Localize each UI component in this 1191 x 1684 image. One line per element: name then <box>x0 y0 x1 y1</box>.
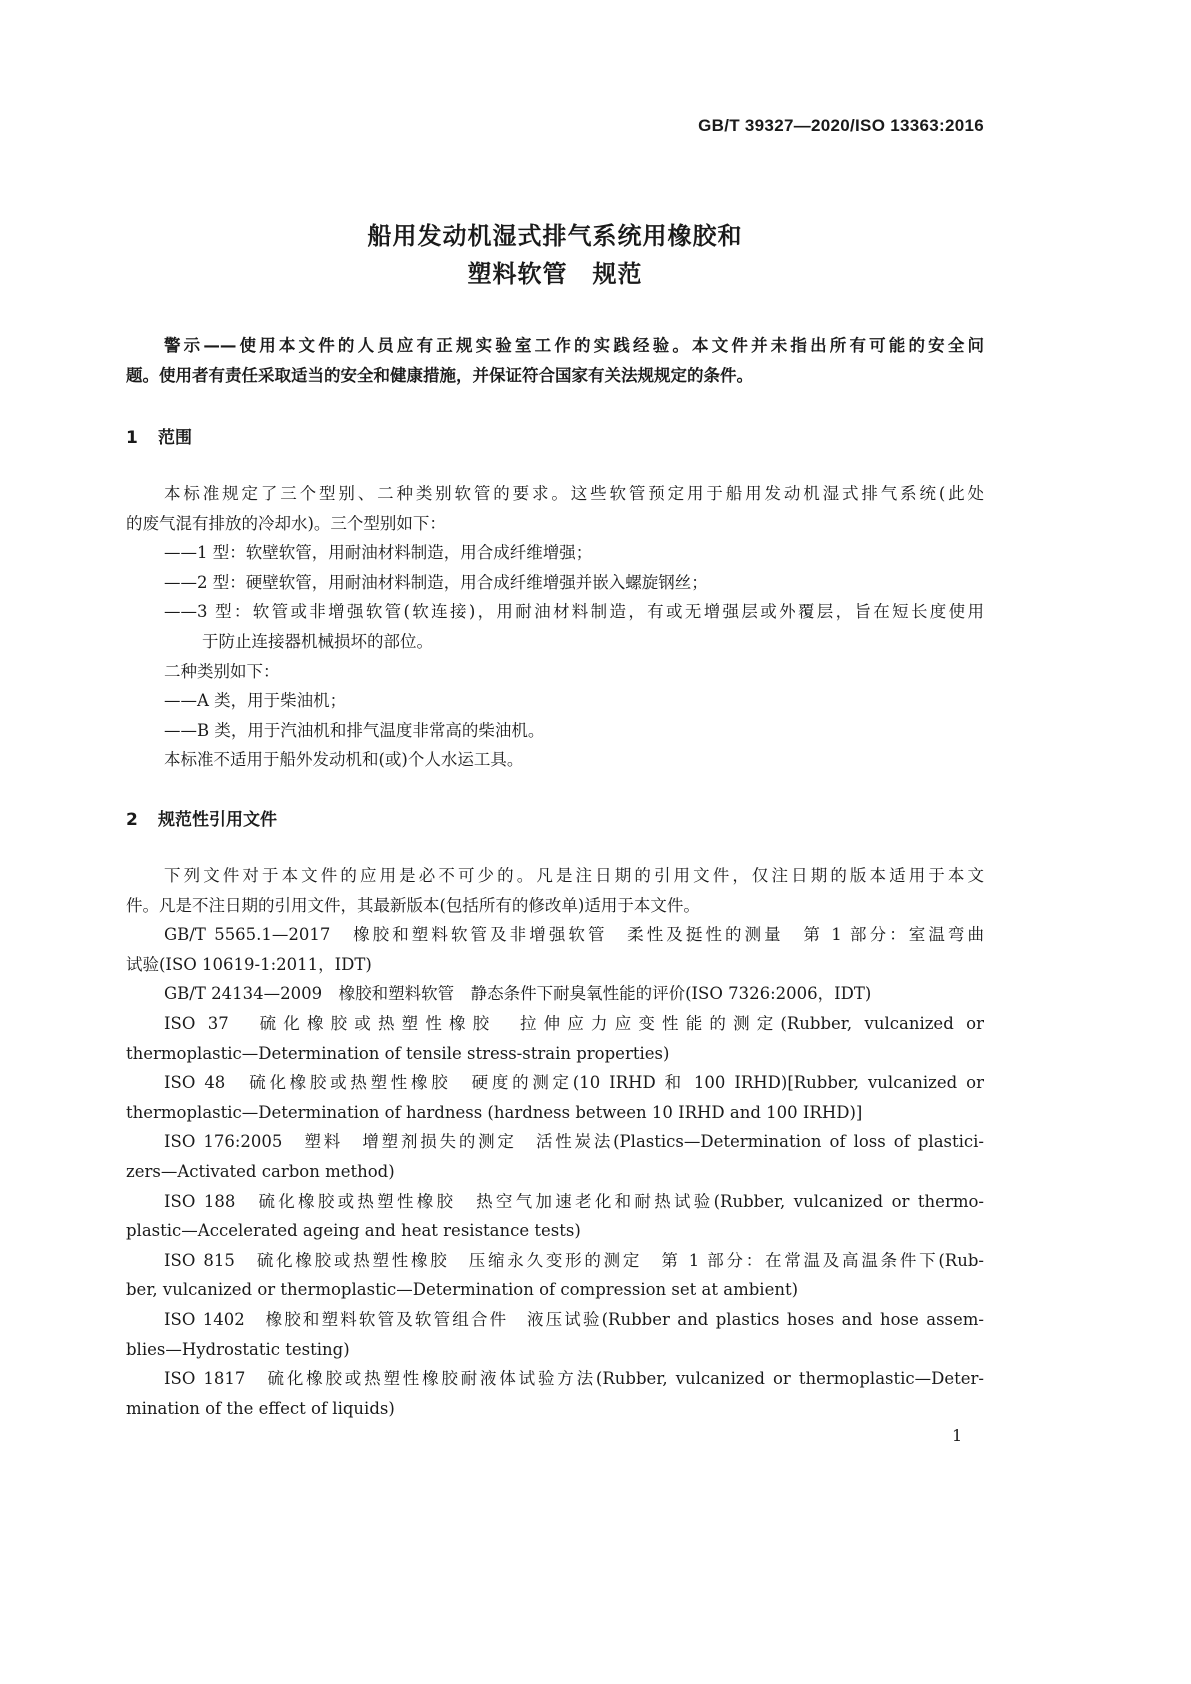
text-line: ber, vulcanized or thermoplastic—Determination of compression set at ambient) <box>126 1280 799 1300</box>
page-number: 1 <box>952 1426 963 1445</box>
text-line: GB/T 24134—2009 橡胶和塑料软管 静态条件下耐臭氧性能的评价(ISO 7326:2006，IDT) <box>164 984 872 1004</box>
text-line: mination of the effect of liquids) <box>126 1398 395 1418</box>
text-line: 的废气混有排放的冷却水)。三个型别如下： <box>126 513 446 533</box>
references-section-body <box>126 861 984 1423</box>
document-title-line-1: 船用发动机湿式排气系统用橡胶和 <box>367 222 743 250</box>
text-line: 二种类别如下： <box>164 661 280 681</box>
document-title-line-2: 塑料软管 规范 <box>467 260 643 288</box>
section-2-heading <box>126 805 277 830</box>
text-line: ISO 188 硫化橡胶或热塑性橡胶 热空气加速老化和耐热试验(Rubber, vulcanized or thermo- <box>164 1191 984 1211</box>
section-title: 规范性引用文件 <box>158 810 277 830</box>
text-line: ISO 37 硫化橡胶或热塑性橡胶 拉伸应力应变性能的测定(Rubber, vulcanized or <box>164 1013 984 1033</box>
section-number: 2 <box>126 810 138 830</box>
text-line: 于防止连接器机械损坏的部位。 <box>202 631 433 651</box>
text-line: 警示——使用本文件的人员应有正规实验室工作的实践经验。本文件并未指出所有可能的安全问 <box>164 336 984 355</box>
text-line: 本标准规定了三个型别、二种类别软管的要求。这些软管预定用于船用发动机湿式排气系统(此处 <box>164 484 984 503</box>
text-line: 本标准不适用于船外发动机和(或)个人水运工具。 <box>164 750 524 770</box>
text-line: thermoplastic—Determination of hardness (hardness between 10 IRHD and 100 IRHD)] <box>126 1102 863 1122</box>
warning-paragraph <box>126 331 984 390</box>
text-line: ——3 型：软管或非增强软管(软连接)，用耐油材料制造，有或无增强层或外覆层，旨在短长度使用 <box>164 602 984 622</box>
scope-section-body <box>126 479 984 775</box>
text-line: ISO 1817 硫化橡胶或热塑性橡胶耐液体试验方法(Rubber, vulcanized or thermoplastic—Deter- <box>164 1369 984 1389</box>
text-line: 下列文件对于本文件的应用是必不可少的。凡是注日期的引用文件，仅注日期的版本适用于本文 <box>164 866 984 885</box>
text-line: ISO 1402 橡胶和塑料软管及软管组合件 液压试验(Rubber and plastics hoses and hose assem- <box>164 1309 984 1329</box>
document-header: GB/T 39327—2020/ISO 13363:2016 <box>698 116 984 135</box>
text-line: plastic—Accelerated ageing and heat resistance tests) <box>126 1221 581 1241</box>
section-number: 1 <box>126 428 138 448</box>
text-line: ISO 48 硫化橡胶或热塑性橡胶 硬度的测定(10 IRHD 和 100 IRHD)[Rubber, vulcanized or <box>164 1073 984 1093</box>
text-line: 试验(ISO 10619-1:2011，IDT) <box>126 954 372 974</box>
text-line: ISO 176:2005 塑料 增塑剂损失的测定 活性炭法(Plastics—Determination of loss of plastici- <box>164 1132 984 1152</box>
text-line: ——B 类，用于汽油机和排气温度非常高的柴油机。 <box>164 720 545 740</box>
text-line: 件。凡是不注日期的引用文件，其最新版本(包括所有的修改单)适用于本文件。 <box>126 895 700 915</box>
text-line: ——1 型：软壁软管，用耐油材料制造，用合成纤维增强； <box>164 543 593 563</box>
section-1-heading <box>126 423 192 448</box>
text-line: ISO 815 硫化橡胶或热塑性橡胶 压缩永久变形的测定 第 1 部分：在常温及高温条件下(Rub- <box>164 1250 984 1270</box>
text-line: ——2 型：硬壁软管，用耐油材料制造，用合成纤维增强并嵌入螺旋钢丝； <box>164 572 708 592</box>
text-line: blies—Hydrostatic testing) <box>126 1339 350 1359</box>
text-line: 题。使用者有责任采取适当的安全和健康措施，并保证符合国家有关法规规定的条件。 <box>126 365 753 385</box>
text-line: GB/T 5565.1—2017 橡胶和塑料软管及非增强软管 柔性及挺性的测量 第 1 部分：室温弯曲 <box>164 925 984 945</box>
section-title: 范围 <box>158 428 192 448</box>
text-line: thermoplastic—Determination of tensile stress-strain properties) <box>126 1043 670 1063</box>
text-line: zers—Activated carbon method) <box>126 1161 395 1181</box>
text-line: ——A 类，用于柴油机； <box>164 691 347 711</box>
